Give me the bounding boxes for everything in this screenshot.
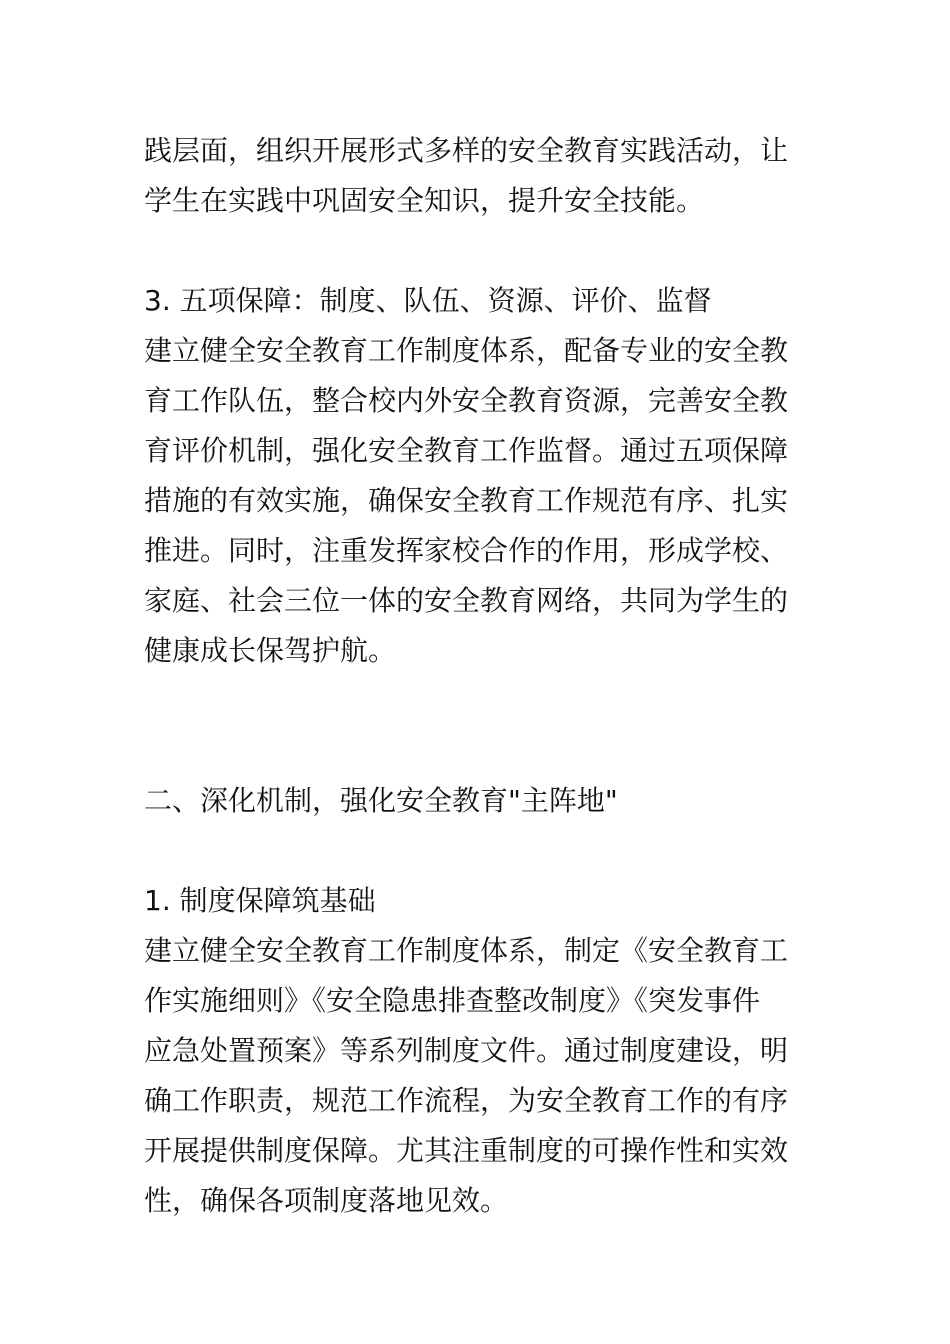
section-heading: 二、深化机制，强化安全教育"主阵地" (144, 784, 618, 817)
text-line: 家庭、社会三位一体的安全教育网络，共同为学生的 (144, 584, 789, 617)
text-line: 推进。同时，注重发挥家校合作的作用，形成学校、 (144, 534, 789, 567)
text-line: 应急处置预案》等系列制度文件。通过制度建设，明 (144, 1034, 789, 1067)
document-page (144, 0, 812, 1344)
text-line: 育评价机制，强化安全教育工作监督。通过五项保障 (144, 434, 789, 467)
text-line: 建立健全安全教育工作制度体系，制定《安全教育工 (144, 934, 789, 967)
text-line: 性，确保各项制度落地见效。 (144, 1184, 509, 1217)
text-line: 确工作职责，规范工作流程，为安全教育工作的有序 (144, 1084, 789, 1117)
text-line: 健康成长保驾护航。 (144, 634, 397, 667)
text-line: 学生在实践中巩固安全知识，提升安全技能。 (144, 184, 705, 217)
text-line: 践层面，组织开展形式多样的安全教育实践活动，让 (144, 134, 789, 167)
text-line: 育工作队伍，整合校内外安全教育资源，完善安全教 (144, 384, 789, 417)
text-line: 建立健全安全教育工作制度体系，配备专业的安全教 (144, 334, 789, 367)
section-subheading: 1. 制度保障筑基础 (144, 884, 376, 917)
text-line: 开展提供制度保障。尤其注重制度的可操作性和实效 (144, 1134, 789, 1167)
text-line: 作实施细则》《安全隐患排查整改制度》《突发事件 (144, 984, 761, 1017)
section-subheading: 3. 五项保障：制度、队伍、资源、评价、监督 (144, 284, 712, 317)
text-line: 措施的有效实施，确保安全教育工作规范有序、扎实 (144, 484, 789, 517)
